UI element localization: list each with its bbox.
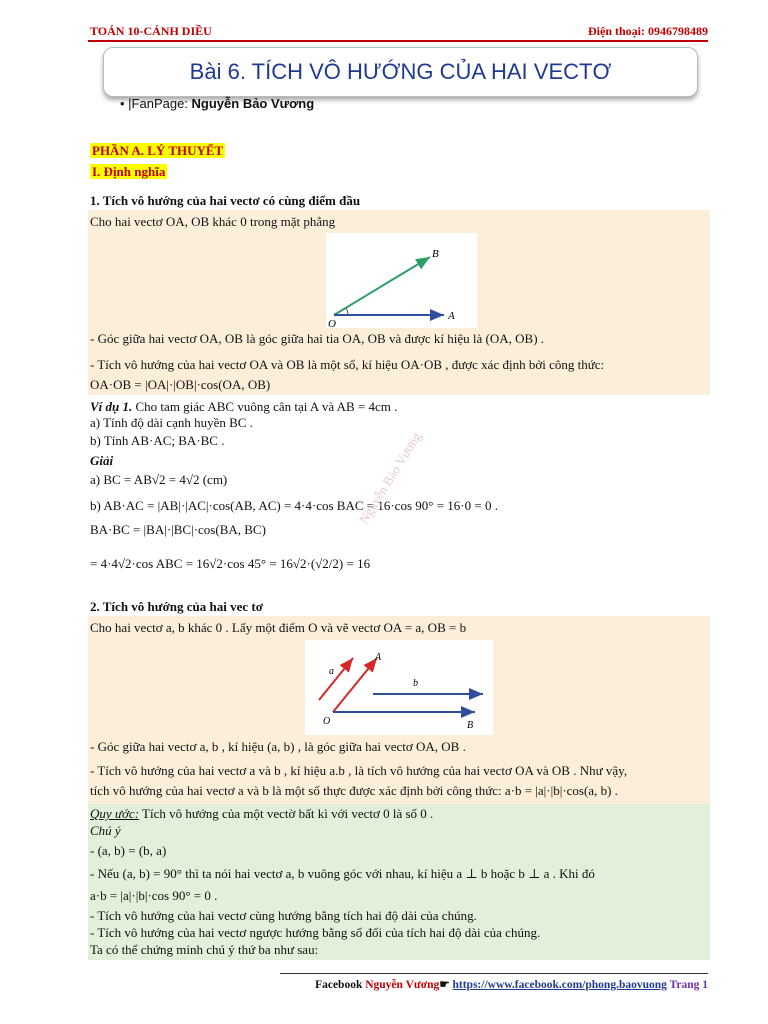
convention-label: Quy ước: — [90, 806, 140, 821]
part2-dot-line2: tích vô hướng của hai vectơ a và b là một số thực được xác định bởi công thức: a·b = |a|·|b|·cos(a, b) . — [90, 783, 618, 798]
part2-intro: Cho hai vectơ a, b khác 0 . Lấy một điểm O và vẽ vectơ OA = a, OB = b — [90, 620, 467, 635]
label-a: A — [448, 310, 455, 322]
footer-link[interactable]: https://www.facebook.com/phong.baovuong — [452, 979, 667, 991]
note-2: - Nếu (a, b) = 90° thì ta nói hai vectơ a, b vuông góc với nhau, kí hiệu a ⊥ b hoặc b ⊥ a . Khi đó — [90, 866, 595, 881]
part2-dot-line1: - Tích vô hướng của hai vectơ a và b , kí hiệu a.b , là tích vô hướng của hai vectơ OA và OB . Như vậy, — [90, 763, 628, 778]
figure-vectors-a-b — [305, 640, 493, 735]
figure-vectors-oa-ob — [326, 233, 477, 328]
footer-divider — [280, 973, 708, 974]
label-a-vec: a — [329, 666, 334, 677]
section-part-a — [90, 143, 225, 159]
fanpage-line — [120, 96, 314, 111]
footer-author: Nguyễn Vương — [365, 979, 440, 991]
convention-line — [90, 806, 433, 822]
footer-page-number: Trang 1 — [666, 979, 708, 991]
fanpage-name: Nguyễn Bảo Vương — [191, 96, 315, 111]
label-B: B — [467, 720, 474, 731]
solution-b: b) AB·AC = |AB|·|AC|·cos(AB, AC) = 4·4·cos BAC = 16·cos 90° = 16·0 = 0 . — [90, 498, 498, 513]
example-label: Ví dụ 1. — [90, 399, 133, 414]
part1-angle: - Góc giữa hai vectơ OA, OB là góc giữa hai tia OA, OB và được kí hiệu là (OA, OB) . — [90, 331, 545, 346]
note-1: - (a, b) = (b, a) — [90, 843, 167, 858]
part1-intro: Cho hai vectơ OA, OB khác 0 trong mặt phẳng — [90, 214, 336, 229]
header-subject: TOÁN 10-CÁNH DIỀU — [90, 24, 212, 38]
watermark-text: Nguyễn Bảo Vương — [355, 429, 425, 527]
solution-d: = 4·4√2·cos ABC = 16√2·cos 45° = 16√2·(√2/2) = 16 — [90, 556, 371, 571]
solution-label: Giải — [90, 453, 114, 468]
footer-pointer: ☛ — [439, 979, 453, 991]
note-label: Chú ý — [90, 823, 121, 838]
part1-dot-def: - Tích vô hướng của hai vectơ OA và OB là một số, kí hiệu OA·OB , được xác định bởi công thức: — [90, 357, 605, 372]
definition-heading: I. Định nghĩa — [92, 164, 166, 179]
example-text: Cho tam giác ABC vuông cân tại A và AB = 4cm . — [132, 399, 398, 414]
angle-arc — [346, 308, 348, 315]
page-title: Bài 6. TÍCH VÔ HƯỚNG CỦA HAI VECTƠ — [103, 47, 698, 97]
header-divider — [88, 40, 708, 42]
example-1 — [90, 399, 397, 415]
footer — [315, 977, 708, 991]
label-O: O — [323, 716, 331, 727]
vector-ob-line — [334, 257, 430, 315]
example-question-a: a) Tính độ dài cạnh huyền BC . — [90, 415, 253, 430]
section-definition — [90, 164, 167, 180]
solution-c: BA·BC = |BA|·|BC|·cos(BA, BC) — [90, 522, 266, 537]
header-phone: Điện thoại: 0946798489 — [588, 24, 708, 38]
note-4: - Tích vô hướng của hai vectơ cùng hướng bằng tích hai độ dài của chúng. — [90, 908, 477, 923]
note-6: Ta có thể chứng minh chú ý thứ ba như sau: — [90, 942, 319, 957]
fanpage-prefix: • |FanPage: — [120, 96, 192, 111]
label-b: B — [432, 248, 439, 260]
label-A: A — [375, 652, 382, 663]
solution-a: a) BC = AB√2 = 4√2 (cm) — [90, 472, 228, 487]
label-b-vec: b — [413, 678, 418, 689]
note-3: a·b = |a|·|b|·cos 90° = 0 . — [90, 888, 218, 903]
note-5: - Tích vô hướng của hai vectơ ngược hướng bằng số đối của tích hai độ dài của chúng. — [90, 925, 541, 940]
vector-oa — [333, 658, 377, 712]
part2-angle: - Góc giữa hai vectơ a, b , kí hiệu (a, b) , là góc giữa hai vectơ OA, OB . — [90, 739, 466, 754]
footer-facebook: Facebook — [315, 979, 366, 991]
part-a-heading: PHẦN A. LÝ THUYẾT — [92, 143, 224, 158]
subsection-1-heading: 1. Tích vô hướng của hai vectơ có cùng điểm đầu — [90, 193, 361, 208]
convention-text: Tích vô hướng của một vectờ bất kì với vectơ 0 là số 0 . — [139, 806, 434, 821]
label-o: O — [328, 318, 336, 328]
subsection-2-heading: 2. Tích vô hướng của hai vec tơ — [90, 599, 263, 614]
example-question-b: b) Tính AB·AC; BA·BC . — [90, 433, 225, 448]
part1-formula: OA·OB = |OA|·|OB|·cos(OA, OB) — [90, 377, 271, 392]
